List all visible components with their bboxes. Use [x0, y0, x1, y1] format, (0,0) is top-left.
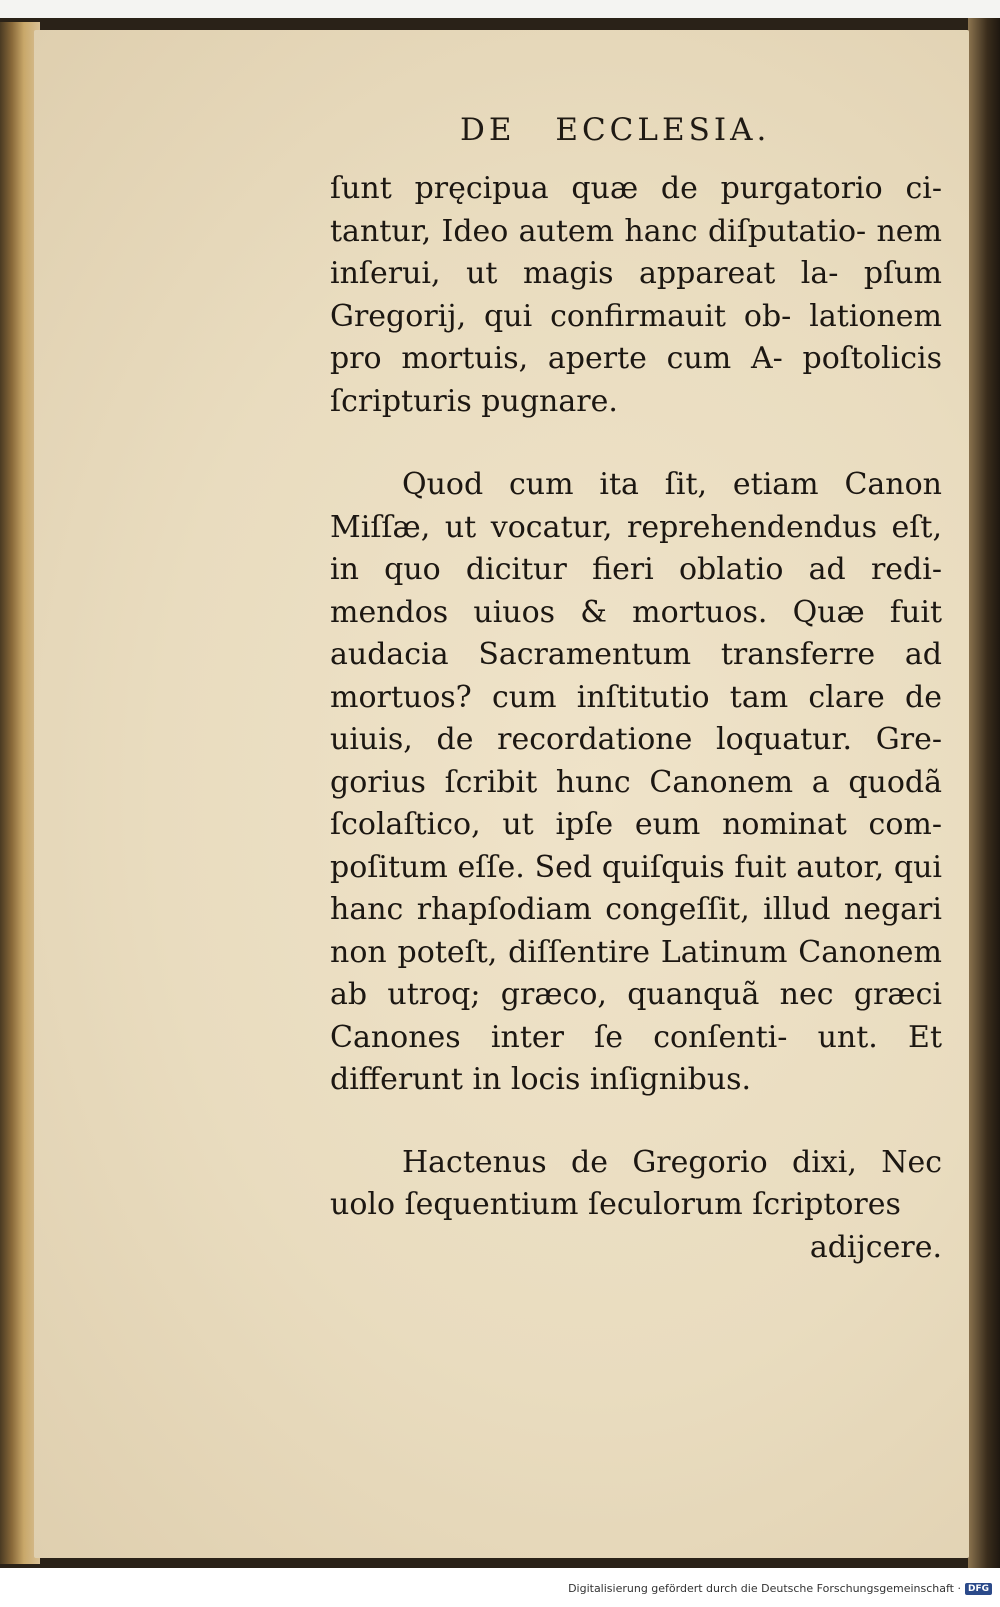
- paragraph-gap: [330, 1102, 942, 1142]
- digitization-credit: [568, 1582, 992, 1595]
- paragraph-2: Quod cum ita ſit, etiam Canon Miſſæ, ut vocatur, reprehendendus eſt, in quo dicitur fieri oblatio ad redi- mendos uiuos & mortuos. Quæ fuit audacia Sacramentum transferre ad mortuos? cum inſtitutio tam clare de uiuis, de recordatione loquatur. Gre- gorius ſcribit hunc Canonem a quodã ſcolaſtico, ut ipſe eum nominat com- poſitum eſſe. Sed quiſquis fuit autor, qui hanc rhapſodiam congeſſit, illud negari non poteſt, diſſentire Latinum Canonem ab utroq; græco, quanquã nec græci Canones inter ſe conſenti- unt. Et differunt in locis inſignibus.: [330, 467, 942, 1097]
- paragraph-3-last-line: adijcere.: [809, 1229, 942, 1265]
- page-edge: [968, 18, 1000, 1568]
- dfg-logo: DFG: [965, 1583, 992, 1595]
- paragraph-1: ſunt pręcipua quæ de purgatorio ci- tantur, Ideo autem hanc diſputatio- nem inſerui, ut magis appareat la- pſum Gregorij, qui confirmauit ob- lationem pro mortuis, aperte cum A- poſtolicis ſcripturis pugnare.: [330, 171, 942, 419]
- credit-text: Digitalisierung gefördert durch die Deutsche Forschungsgemeinschaft ·: [568, 1582, 961, 1595]
- paragraph-gap: [330, 423, 942, 464]
- paragraph-3: Hactenus de Gregorio dixi, Nec uolo ſequentium ſeculorum ſcriptores: [330, 1144, 942, 1222]
- running-header: DE ECCLESIA.: [460, 112, 771, 148]
- body-text: [330, 168, 942, 1269]
